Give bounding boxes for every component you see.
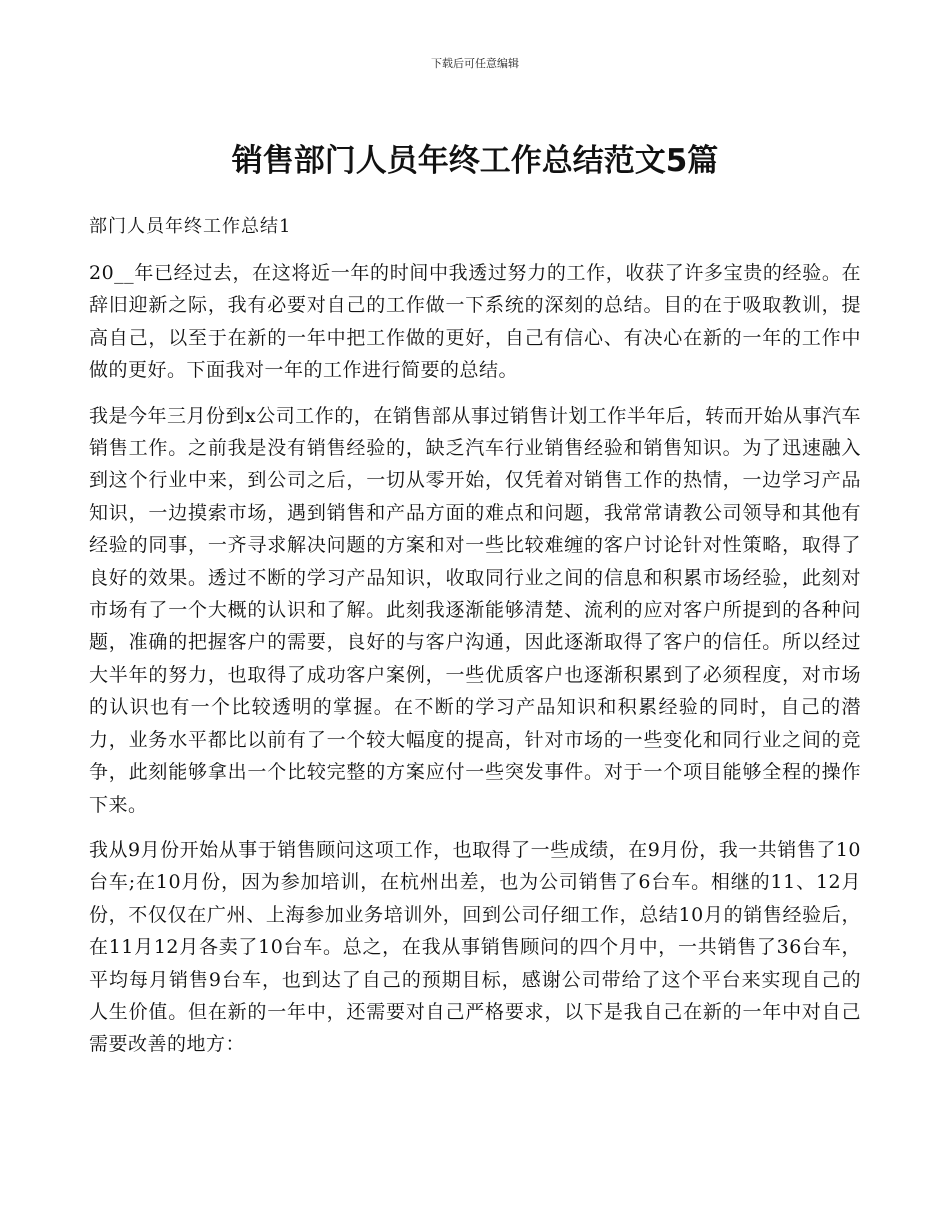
- document-body: [89, 213, 861, 1074]
- paragraph-2: 我是今年三月份到x公司工作的，在销售部从事过销售计划工作半年后，转而开始从事汽车销售工作。之前我是没有销售经验的，缺乏汽车行业销售经验和销售知识。为了迅速融入到这个行业中来，到公司之后，一切从零开始，仅凭着对销售工作的热情，一边学习产品知识，一边摸索市场，遇到销售和产品方面的难点和问题，我常常请教公司领导和其他有经验的同事，一齐寻求解决问题的方案和对一些比较难缠的客户讨论针对性策略，取得了良好的效果。透过不断的学习产品知识，收取同行业之间的信息和积累市场经验，此刻对市场有了一个大概的认识和了解。此刻我逐渐能够清楚、流利的应对客户所提到的各种问题，准确的把握客户的需要，良好的与客户沟通，因此逐渐取得了客户的信任。所以经过大半年的努力，也取得了成功客户案例，一些优质客户也逐渐积累到了必须程度，对市场的认识也有一个比较透明的掌握。在不断的学习产品知识和积累经验的同时，自己的潜力，业务水平都比以前有了一个较大幅度的提高，针对市场的一些变化和同行业之间的竞争，此刻能够拿出一个比较完整的方案应付一些突发事件。对于一个项目能够全程的操作下来。: [89, 404, 861, 816]
- section-heading: 部门人员年终工作总结1: [89, 216, 292, 237]
- document-title: 销售部门人员年终工作总结范文5篇: [231, 143, 719, 179]
- paragraph-1: 20__年已经过去，在这将近一年的时间中我透过努力的工作，收获了许多宝贵的经验。在辞旧迎新之际，我有必要对自己的工作做一下系统的深刻的总结。目的在于吸取教训，提高自己，以至于在新的一年中把工作做的更好，自己有信心、有决心在新的一年的工作中做的更好。下面我对一年的工作进行简要的总结。: [89, 262, 861, 382]
- paragraph-3: 我从9月份开始从事于销售顾问这项工作，也取得了一些成绩，在9月份，我一共销售了10台车;在10月份，因为参加培训，在杭州出差，也为公司销售了6台车。相继的11、12月份，不仅仅在广州、上海参加业务培训外，回到公司仔细工作，总结10月的销售经验后，在11月12月各卖了10台车。总之，在我从事销售顾问的四个月中，一共销售了36台车，平均每月销售9台车，也到达了自己的预期目标，感谢公司带给了这个平台来实现自己的人生价值。但在新的一年中，还需要对自己严格要求，以下是我自己在新的一年中对自己需要改善的地方：: [89, 838, 861, 1056]
- page-header-note: 下载后可任意编辑: [431, 57, 519, 70]
